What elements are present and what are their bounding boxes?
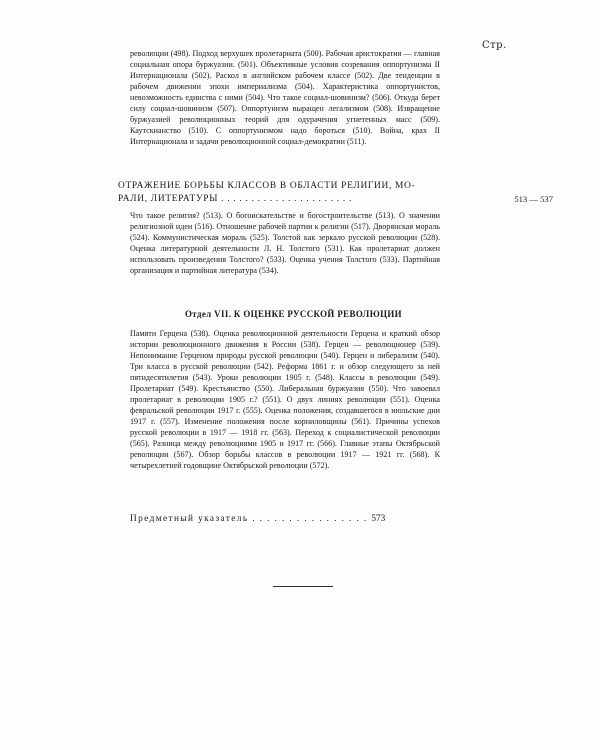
part-heading-vii: Отдел VII. К ОЦЕНКЕ РУССКОЙ РЕВОЛЮЦИИ xyxy=(185,309,402,319)
section-heading-line2-text: РАЛИ, ЛИТЕРАТУРЫ xyxy=(118,193,219,204)
closing-rule xyxy=(273,586,333,587)
page-column-label: Стр. xyxy=(482,40,507,51)
subject-index-dot-leader: . . . . . . . . . . . . . . . . xyxy=(248,514,372,524)
subject-index-page: 573 xyxy=(371,514,386,524)
section-page-range: 513 — 537 xyxy=(514,193,553,204)
toc-entry-text-opportunism: революции (498). Подход верхушек пролетариата (500). Рабочая аристократия — главная социальная опора буржуазии. (501). Объективные условия созревания оппортунизма II Интернационала (502). Раскол в английском рабочем классе (502). Две тенденции в рабочем движении эпохи империализма (504). Характеристика оппортунистов, невозможность единства с ними (504). Что такое социал-шовинизм? (506). Откуда берет силу социал-шовинизм (507). Оппортунизм выращен легализмом (508). Извращение буржуазией революционных теорий для одурачения угнетенных масс (509). Каутскианство (510). С оппортунизмом надо бороться (510). Война, крах II Интернационала и задачи революционной социал-демократии (511). xyxy=(130,49,440,146)
toc-entry-text-religion: Что такое религия? (513). О богоискательстве и богостроительстве (513). О значении религиозной идеи (516). Отношение рабочей партии к религии (517). Дворянская мораль (524). Коммунистическая мораль (525). Толстой как зеркало русской революции (528). Оценка литературной деятельности Л. Н. Толстого (531). Как пролетариат должен использовать произведения Толстого? (533). Оценка учения Толстого (533). Партийная организация и партийная литература (534). xyxy=(130,211,440,275)
subject-index-entry xyxy=(130,514,450,524)
section-heading-line2 xyxy=(118,193,448,206)
section-dot-leader: . . . . . . . . . . . . . . . . . . . . . . xyxy=(218,193,353,204)
section-heading-line1: ОТРАЖЕНИЕ БОРЬБЫ КЛАССОВ В ОБЛАСТИ РЕЛИГИИ, МО- xyxy=(118,181,416,191)
toc-entry-text-revolution: Памяти Герцена (538). Оценка революционной деятельности Герцена и краткий обзор истории революционного движения в России (538). Герцен — революционер (539). Непонимание Герценом природы русской революции (540). Герцен и либерализм (540). Три класса в русской революции (542). Реформа 1861 г. и обзор следующего за ней пятидесятилетия (543). Уроки революции 1905 г. (548). Классы в революции (549). Пролетариат (549). Крестьянство (550). Либеральная буржуазия (550). Что завоевал пролетариат в революции 1905 г.? (551). О двух линиях революции (551). Оценка февральской революции 1917 г. (555). Оценка положения, создавшегося в июльские дни 1917 г. (557). Изменение положения после корниловщины (561). Причины успехов русской революции в 1917 — 1918 гг. (563). Переход к социалистической революции (565). Разница между революциями 1905 и 1917 гг. (566). Главные этапы Октябрьской революции (567). Обзор борьбы классов в революции 1917 — 1921 гг. (568). К четырехлетней годовщине Октябрьской революции (572). xyxy=(130,329,440,470)
section-heading-religion xyxy=(118,180,553,205)
subject-index-label: Предметный указатель xyxy=(130,514,249,524)
